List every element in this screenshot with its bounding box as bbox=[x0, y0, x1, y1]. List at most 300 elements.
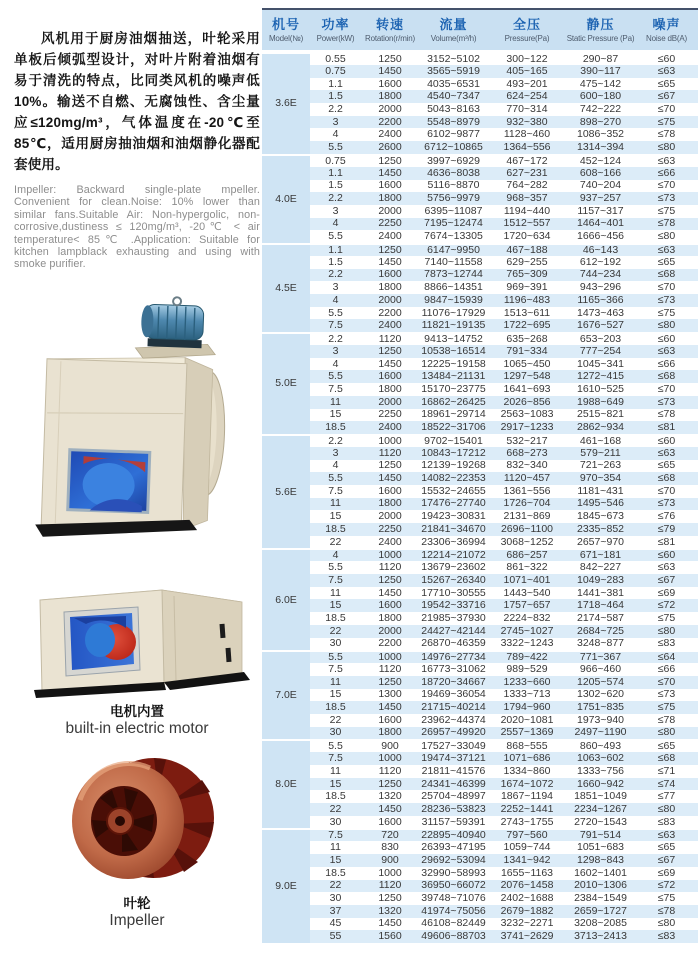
data-cell: 7.5 bbox=[328, 484, 343, 497]
data-cell: 11 bbox=[310, 396, 361, 409]
data-cell: 16862~26425 bbox=[419, 396, 488, 409]
data-cell: 1600 bbox=[378, 815, 402, 828]
data-cell: 11 bbox=[330, 586, 341, 599]
data-cell: 2000 bbox=[378, 103, 402, 115]
table-row bbox=[262, 472, 698, 485]
data-cell: 1560 bbox=[361, 930, 419, 943]
data-cell: 7195~12474 bbox=[419, 218, 488, 231]
data-cell: 791~334 bbox=[488, 345, 566, 358]
data-cell: 742~222 bbox=[579, 103, 622, 115]
data-cell: 493~201 bbox=[506, 77, 548, 90]
description-english: Impeller: Backward single-plate mpeller. Convenient for clean.Noise: 10% lower than similar fans.Suitable Air: Non-hypergolic, non-corrosive,dustiness ≤ 120mg/m³, -20℃ < air temperature< 85℃ .Application: Suitable for kitchen lampblack exhausting and using with smoke purifier. bbox=[14, 184, 260, 271]
data-cell: 1071~401 bbox=[488, 574, 566, 587]
data-cell: 1250 bbox=[361, 676, 419, 689]
data-cell: 1450 bbox=[378, 357, 402, 370]
table-row bbox=[262, 269, 698, 282]
data-cell: ≤73 bbox=[635, 396, 698, 409]
data-cell: 5.5 bbox=[310, 370, 361, 383]
data-cell: 1655~1163 bbox=[500, 866, 554, 879]
data-cell: 721~263 bbox=[579, 459, 622, 472]
data-cell: 5116~8870 bbox=[427, 179, 480, 192]
data-cell: 1676~527 bbox=[566, 319, 635, 332]
data-cell: 31157~59391 bbox=[421, 815, 486, 828]
data-cell: 1051~683 bbox=[576, 841, 624, 854]
column-header: 静压 Static Pressure (Pa) bbox=[566, 8, 635, 52]
data-cell: 2.2 bbox=[310, 269, 361, 282]
table-row bbox=[262, 561, 698, 574]
data-cell: 1988~649 bbox=[566, 396, 635, 409]
table-row bbox=[262, 345, 698, 358]
data-cell: ≤75 bbox=[635, 701, 698, 714]
data-cell: 1641~693 bbox=[503, 383, 551, 395]
data-cell: 7.5 bbox=[310, 574, 361, 587]
data-cell: 1513~611 bbox=[503, 306, 551, 319]
data-cell: 21715~40214 bbox=[419, 701, 488, 714]
data-cell: ≤75 bbox=[657, 612, 676, 624]
data-cell: 1302~620 bbox=[576, 688, 624, 701]
data-cell: ≤80 bbox=[657, 230, 676, 243]
data-cell: 600~180 bbox=[566, 90, 635, 103]
data-cell: 629~255 bbox=[506, 255, 548, 268]
data-cell: 2400 bbox=[378, 128, 402, 141]
table-row bbox=[262, 90, 698, 103]
table-row bbox=[262, 383, 698, 396]
impeller-caption bbox=[14, 895, 260, 930]
data-cell: 791~514 bbox=[566, 828, 635, 841]
data-cell: 1063~602 bbox=[566, 752, 635, 765]
data-cell: 1726~704 bbox=[488, 498, 566, 511]
data-cell: 6102~9877 bbox=[427, 128, 480, 141]
data-cell: 1120 bbox=[361, 447, 419, 460]
data-cell: 7.5 bbox=[328, 383, 343, 395]
data-cell: 2000 bbox=[378, 510, 402, 523]
data-cell: 39748~71076 bbox=[421, 892, 486, 905]
table-row bbox=[262, 396, 698, 409]
data-cell: 1000 bbox=[361, 434, 419, 447]
data-cell: ≤63 bbox=[635, 154, 698, 167]
data-cell: 11 bbox=[310, 676, 361, 689]
table-row bbox=[262, 854, 698, 867]
data-cell: ≤80 bbox=[657, 917, 676, 930]
data-cell: 15170~23775 bbox=[421, 383, 486, 395]
data-cell: 37 bbox=[310, 905, 361, 918]
table-row bbox=[262, 587, 698, 600]
data-cell: ≤70 bbox=[657, 179, 676, 192]
data-cell: ≤70 bbox=[635, 676, 698, 689]
table-row bbox=[262, 790, 698, 803]
data-cell: 24427~42144 bbox=[419, 625, 488, 638]
data-cell: 1.1 bbox=[328, 77, 343, 90]
data-cell: ≤81 bbox=[635, 421, 698, 434]
model-group-5.0E bbox=[262, 332, 698, 434]
data-cell: 6712~10865 bbox=[419, 141, 488, 154]
data-cell: ≤69 bbox=[657, 586, 676, 599]
table-row bbox=[262, 243, 698, 256]
data-cell: 1450 bbox=[361, 803, 419, 816]
data-cell: ≤63 bbox=[635, 828, 698, 841]
data-cell: 2563~1083 bbox=[500, 408, 554, 421]
data-cell: ≤65 bbox=[657, 255, 676, 268]
column-header: 功率 Power(kW) bbox=[310, 8, 361, 52]
data-cell: 5.5 bbox=[310, 472, 361, 485]
data-cell: 4 bbox=[310, 218, 361, 231]
data-cell: 1600 bbox=[378, 713, 402, 726]
data-cell: 2.2 bbox=[328, 103, 343, 115]
data-cell: 1045~341 bbox=[576, 357, 624, 370]
motor-caption-zh: 电机内置 bbox=[110, 704, 164, 719]
data-cell: 0.75 bbox=[310, 65, 361, 78]
data-cell: 7873~12744 bbox=[419, 269, 488, 282]
data-cell: 1181~431 bbox=[577, 484, 624, 497]
data-cell: 15 bbox=[310, 778, 361, 791]
data-cell: 1.5 bbox=[328, 255, 343, 268]
data-cell: 15532~24655 bbox=[421, 484, 486, 497]
data-cell: 23962~44374 bbox=[421, 713, 486, 726]
data-cell: 13679~23602 bbox=[421, 561, 486, 574]
data-cell: ≤63 bbox=[635, 447, 698, 460]
data-cell: ≤75 bbox=[657, 306, 676, 319]
data-cell: 1.5 bbox=[310, 90, 361, 103]
data-cell: ≤78 bbox=[635, 218, 698, 231]
table-row bbox=[262, 180, 698, 193]
impeller-caption-en: Impeller bbox=[109, 912, 165, 929]
data-cell: 15 bbox=[310, 599, 361, 612]
table-row bbox=[262, 905, 698, 918]
data-cell: 1086~352 bbox=[576, 128, 624, 141]
data-cell: 1120 bbox=[361, 332, 419, 345]
data-cell: 1867~1194 bbox=[500, 790, 554, 803]
data-cell: 1157~317 bbox=[577, 204, 624, 217]
data-cell: 744~234 bbox=[566, 269, 635, 282]
data-cell: 1800 bbox=[361, 727, 419, 740]
data-cell: ≤73 bbox=[635, 192, 698, 205]
table-row bbox=[262, 230, 698, 243]
table-row bbox=[262, 116, 698, 129]
data-cell: 4540~7347 bbox=[419, 90, 488, 103]
data-cell: 2020~1081 bbox=[500, 713, 554, 726]
data-cell: 18.5 bbox=[310, 421, 361, 434]
data-cell: 2200 bbox=[378, 306, 402, 319]
data-cell: 19474~37121 bbox=[419, 752, 488, 765]
data-cell: ≤70 bbox=[657, 103, 676, 115]
data-cell: 29692~53094 bbox=[419, 854, 488, 867]
data-cell: 15 bbox=[329, 408, 342, 421]
data-cell: ≤78 bbox=[657, 408, 676, 421]
data-cell: ≤72 bbox=[635, 599, 698, 612]
data-cell: 797~560 bbox=[488, 828, 566, 841]
data-cell: 1800 bbox=[361, 90, 419, 103]
data-cell: ≤76 bbox=[657, 510, 676, 523]
data-cell: 1334~860 bbox=[503, 765, 551, 777]
data-cell: 1300 bbox=[378, 688, 402, 701]
data-cell: 1722~695 bbox=[488, 319, 566, 332]
data-cell: 18720~34667 bbox=[419, 676, 488, 689]
data-cell: 2026~856 bbox=[488, 396, 566, 409]
data-cell: 24341~46399 bbox=[419, 778, 488, 791]
table-row bbox=[262, 574, 698, 587]
data-cell: 7.5 bbox=[310, 752, 361, 765]
data-cell: 23306~36994 bbox=[421, 535, 486, 548]
data-cell: ≤83 bbox=[657, 815, 676, 828]
data-cell: 1120 bbox=[378, 765, 402, 777]
model-group-4.5E bbox=[262, 243, 698, 332]
data-cell: ≤74 bbox=[635, 778, 698, 791]
data-cell: 7.5 bbox=[310, 319, 361, 332]
data-cell: 11 bbox=[330, 841, 341, 854]
data-cell: 3713~2413 bbox=[566, 930, 635, 943]
data-cell: 1250 bbox=[361, 243, 419, 256]
data-cell: 11 bbox=[310, 498, 361, 511]
data-cell: 1059~744 bbox=[503, 841, 551, 854]
data-cell: 1196~483 bbox=[488, 294, 566, 307]
data-cell: 30 bbox=[329, 815, 342, 828]
data-cell: 290~87 bbox=[566, 52, 635, 65]
model-group-9.0E bbox=[262, 828, 698, 943]
data-cell: ≤66 bbox=[657, 357, 676, 370]
table-row bbox=[262, 294, 698, 307]
data-cell: 2400 bbox=[378, 230, 402, 243]
data-cell: 1610~525 bbox=[576, 383, 624, 395]
data-cell: ≤83 bbox=[635, 930, 698, 943]
fan-spec-table bbox=[262, 8, 698, 943]
data-cell: 1298~843 bbox=[566, 854, 635, 867]
data-cell: 4035~6531 bbox=[427, 77, 480, 90]
data-cell: ≤68 bbox=[635, 752, 698, 765]
table-row bbox=[262, 218, 698, 231]
data-cell: 1851~1049 bbox=[574, 790, 627, 803]
fan-unit-with-motor-photo bbox=[14, 266, 260, 550]
table-row bbox=[262, 816, 698, 829]
data-cell: 1800 bbox=[378, 612, 402, 624]
data-cell: 1450 bbox=[378, 255, 402, 268]
data-cell: ≤63 bbox=[635, 345, 698, 358]
data-cell: 1120~457 bbox=[488, 472, 566, 485]
data-cell: 4 bbox=[332, 357, 339, 370]
data-cell: 1333~756 bbox=[576, 765, 624, 777]
data-cell: 4 bbox=[310, 294, 361, 307]
data-cell: ≤75 bbox=[657, 204, 676, 217]
data-cell: 1250 bbox=[361, 345, 419, 358]
table-row bbox=[262, 536, 698, 549]
data-cell: 1000 bbox=[361, 752, 419, 765]
data-cell: 2497~1190 bbox=[566, 727, 635, 740]
data-cell: 5548~8979 bbox=[419, 116, 488, 129]
data-cell: 3 bbox=[310, 116, 361, 129]
data-cell: 1361~556 bbox=[503, 484, 551, 497]
data-cell: 18961~29714 bbox=[421, 408, 486, 421]
data-cell: ≤67 bbox=[635, 574, 698, 587]
table-row bbox=[262, 205, 698, 218]
table-row bbox=[262, 638, 698, 651]
data-cell: 1450 bbox=[361, 701, 419, 714]
data-cell: 2252~1441 bbox=[488, 803, 566, 816]
model-cell: 4.5E bbox=[262, 243, 310, 332]
data-cell: ≤60 bbox=[635, 52, 698, 65]
data-cell: ≤65 bbox=[657, 77, 676, 90]
data-cell: 1602~1401 bbox=[574, 866, 627, 879]
table-row bbox=[262, 141, 698, 154]
data-cell: 9413~14752 bbox=[419, 332, 488, 345]
data-cell: 671~181 bbox=[566, 548, 635, 561]
model-group-7.0E bbox=[262, 650, 698, 739]
data-cell: ≤80 bbox=[635, 319, 698, 332]
data-cell: 898~270 bbox=[566, 116, 635, 129]
data-cell: 2515~821 bbox=[576, 408, 624, 421]
data-cell: 635~268 bbox=[488, 332, 566, 345]
table-row bbox=[262, 676, 698, 689]
table-row bbox=[262, 370, 698, 383]
table-row bbox=[262, 828, 698, 841]
data-cell: 3 bbox=[310, 447, 361, 460]
table-row bbox=[262, 78, 698, 91]
table-row bbox=[262, 281, 698, 294]
data-cell: 1794~960 bbox=[488, 701, 566, 714]
table-row bbox=[262, 689, 698, 702]
table-row bbox=[262, 447, 698, 460]
data-cell: 764~282 bbox=[506, 179, 548, 192]
data-cell: ≤73 bbox=[635, 294, 698, 307]
table-row bbox=[262, 701, 698, 714]
data-cell: 21811~41576 bbox=[421, 765, 486, 777]
column-header: 全压 Pressure(Pa) bbox=[488, 8, 566, 52]
data-cell: 18.5 bbox=[310, 701, 361, 714]
data-cell: 970~354 bbox=[566, 472, 635, 485]
data-cell: 1450 bbox=[378, 586, 402, 599]
data-cell: ≤68 bbox=[635, 269, 698, 282]
model-cell: 6.0E bbox=[262, 548, 310, 650]
impeller-caption-zh: 叶轮 bbox=[123, 896, 151, 911]
table-row bbox=[262, 332, 698, 345]
data-cell: 932~380 bbox=[488, 116, 566, 129]
data-cell: 771~367 bbox=[566, 650, 635, 663]
data-cell: 4 bbox=[332, 128, 339, 141]
data-cell: 1120 bbox=[361, 880, 419, 893]
table-row bbox=[262, 154, 698, 167]
data-cell: 1600 bbox=[378, 179, 402, 192]
model-group-5.6E bbox=[262, 434, 698, 549]
data-cell: ≤65 bbox=[635, 739, 698, 752]
data-cell: ≤75 bbox=[657, 892, 676, 905]
data-cell: 5043~8163 bbox=[427, 103, 480, 115]
table-row bbox=[262, 892, 698, 905]
data-cell: 405~165 bbox=[488, 65, 566, 78]
data-cell: ≤70 bbox=[657, 484, 676, 497]
table-row bbox=[262, 128, 698, 141]
data-cell: 5.5 bbox=[310, 650, 361, 663]
data-cell: 1272~415 bbox=[566, 370, 635, 383]
data-cell: 2679~1882 bbox=[488, 905, 566, 918]
data-cell: 10538~16514 bbox=[419, 345, 488, 358]
data-cell: 2076~1458 bbox=[488, 880, 566, 893]
data-cell: 1.1 bbox=[310, 167, 361, 180]
data-cell: 968~357 bbox=[488, 192, 566, 205]
data-cell: 861~322 bbox=[506, 561, 548, 574]
model-group-8.0E bbox=[262, 739, 698, 828]
data-cell: ≤64 bbox=[635, 650, 698, 663]
data-cell: 3208~2085 bbox=[574, 917, 627, 930]
data-cell: 1800 bbox=[361, 498, 419, 511]
data-cell: 2200 bbox=[361, 116, 419, 129]
data-cell: 16773~31062 bbox=[421, 663, 486, 676]
data-cell: 1000 bbox=[361, 650, 419, 663]
data-cell: 1165~366 bbox=[566, 294, 635, 307]
data-cell: 12225~19158 bbox=[421, 357, 486, 370]
data-cell: ≤72 bbox=[635, 880, 698, 893]
data-cell: 1250 bbox=[361, 574, 419, 587]
data-cell: 842~227 bbox=[579, 561, 622, 574]
data-cell: 19423~30831 bbox=[421, 510, 486, 523]
data-cell: 1450 bbox=[361, 472, 419, 485]
data-cell: ≤71 bbox=[657, 765, 676, 777]
model-cell: 8.0E bbox=[262, 739, 310, 828]
data-cell: 943~296 bbox=[579, 281, 622, 294]
table-row bbox=[262, 739, 698, 752]
data-cell: 467~172 bbox=[488, 154, 566, 167]
table-row bbox=[262, 867, 698, 880]
data-cell: ≤68 bbox=[635, 472, 698, 485]
table-row bbox=[262, 625, 698, 638]
data-cell: 22 bbox=[310, 625, 361, 638]
data-cell: 1320 bbox=[361, 905, 419, 918]
data-cell: 1600 bbox=[361, 269, 419, 282]
data-cell: 452~124 bbox=[566, 154, 635, 167]
data-cell: 1341~942 bbox=[488, 854, 566, 867]
data-cell: 18522~31706 bbox=[419, 421, 488, 434]
data-cell: 1800 bbox=[378, 281, 402, 294]
data-cell: ≤78 bbox=[635, 905, 698, 918]
data-cell: 1674~1072 bbox=[488, 778, 566, 791]
data-cell: 3741~2629 bbox=[488, 930, 566, 943]
data-cell: 3 bbox=[332, 204, 339, 217]
data-cell: 1600 bbox=[378, 77, 402, 90]
data-cell: 2684~725 bbox=[566, 625, 635, 638]
data-cell: 13484~21131 bbox=[419, 370, 488, 383]
data-cell: ≤63 bbox=[635, 243, 698, 256]
data-cell: 1049~283 bbox=[566, 574, 635, 587]
motor-caption-en: built-in electric motor bbox=[65, 720, 209, 737]
data-cell: ≤66 bbox=[657, 663, 676, 676]
model-cell: 5.6E bbox=[262, 434, 310, 549]
table-row bbox=[262, 307, 698, 320]
data-cell: 1250 bbox=[361, 154, 419, 167]
table-row bbox=[262, 319, 698, 332]
data-cell: 1600 bbox=[378, 484, 402, 497]
data-cell: 2557~1369 bbox=[488, 727, 566, 740]
data-cell: ≤69 bbox=[657, 866, 676, 879]
data-cell: 789~422 bbox=[488, 650, 566, 663]
data-cell: 9702~15401 bbox=[419, 434, 488, 447]
data-cell: 2696~1100 bbox=[488, 523, 566, 536]
data-cell: 1718~464 bbox=[566, 599, 635, 612]
data-cell: 937~257 bbox=[566, 192, 635, 205]
motor-caption bbox=[14, 703, 260, 738]
data-cell: 2659~1727 bbox=[566, 905, 635, 918]
data-cell: 5756~9979 bbox=[419, 192, 488, 205]
data-cell: 989~529 bbox=[506, 663, 548, 676]
data-cell: 2250 bbox=[361, 523, 419, 536]
data-cell: 5.5 bbox=[328, 230, 343, 243]
table-row bbox=[262, 421, 698, 434]
data-cell: 12139~19268 bbox=[421, 459, 486, 472]
data-cell: 1666~456 bbox=[576, 230, 624, 243]
data-cell: 966~460 bbox=[579, 663, 622, 676]
data-cell: 1495~546 bbox=[566, 498, 635, 511]
table-row bbox=[262, 599, 698, 612]
data-cell: 3068~1252 bbox=[500, 535, 554, 548]
data-cell: 1464~401 bbox=[566, 218, 635, 231]
data-cell: 3 bbox=[310, 345, 361, 358]
data-cell: 6147~9950 bbox=[419, 243, 488, 256]
